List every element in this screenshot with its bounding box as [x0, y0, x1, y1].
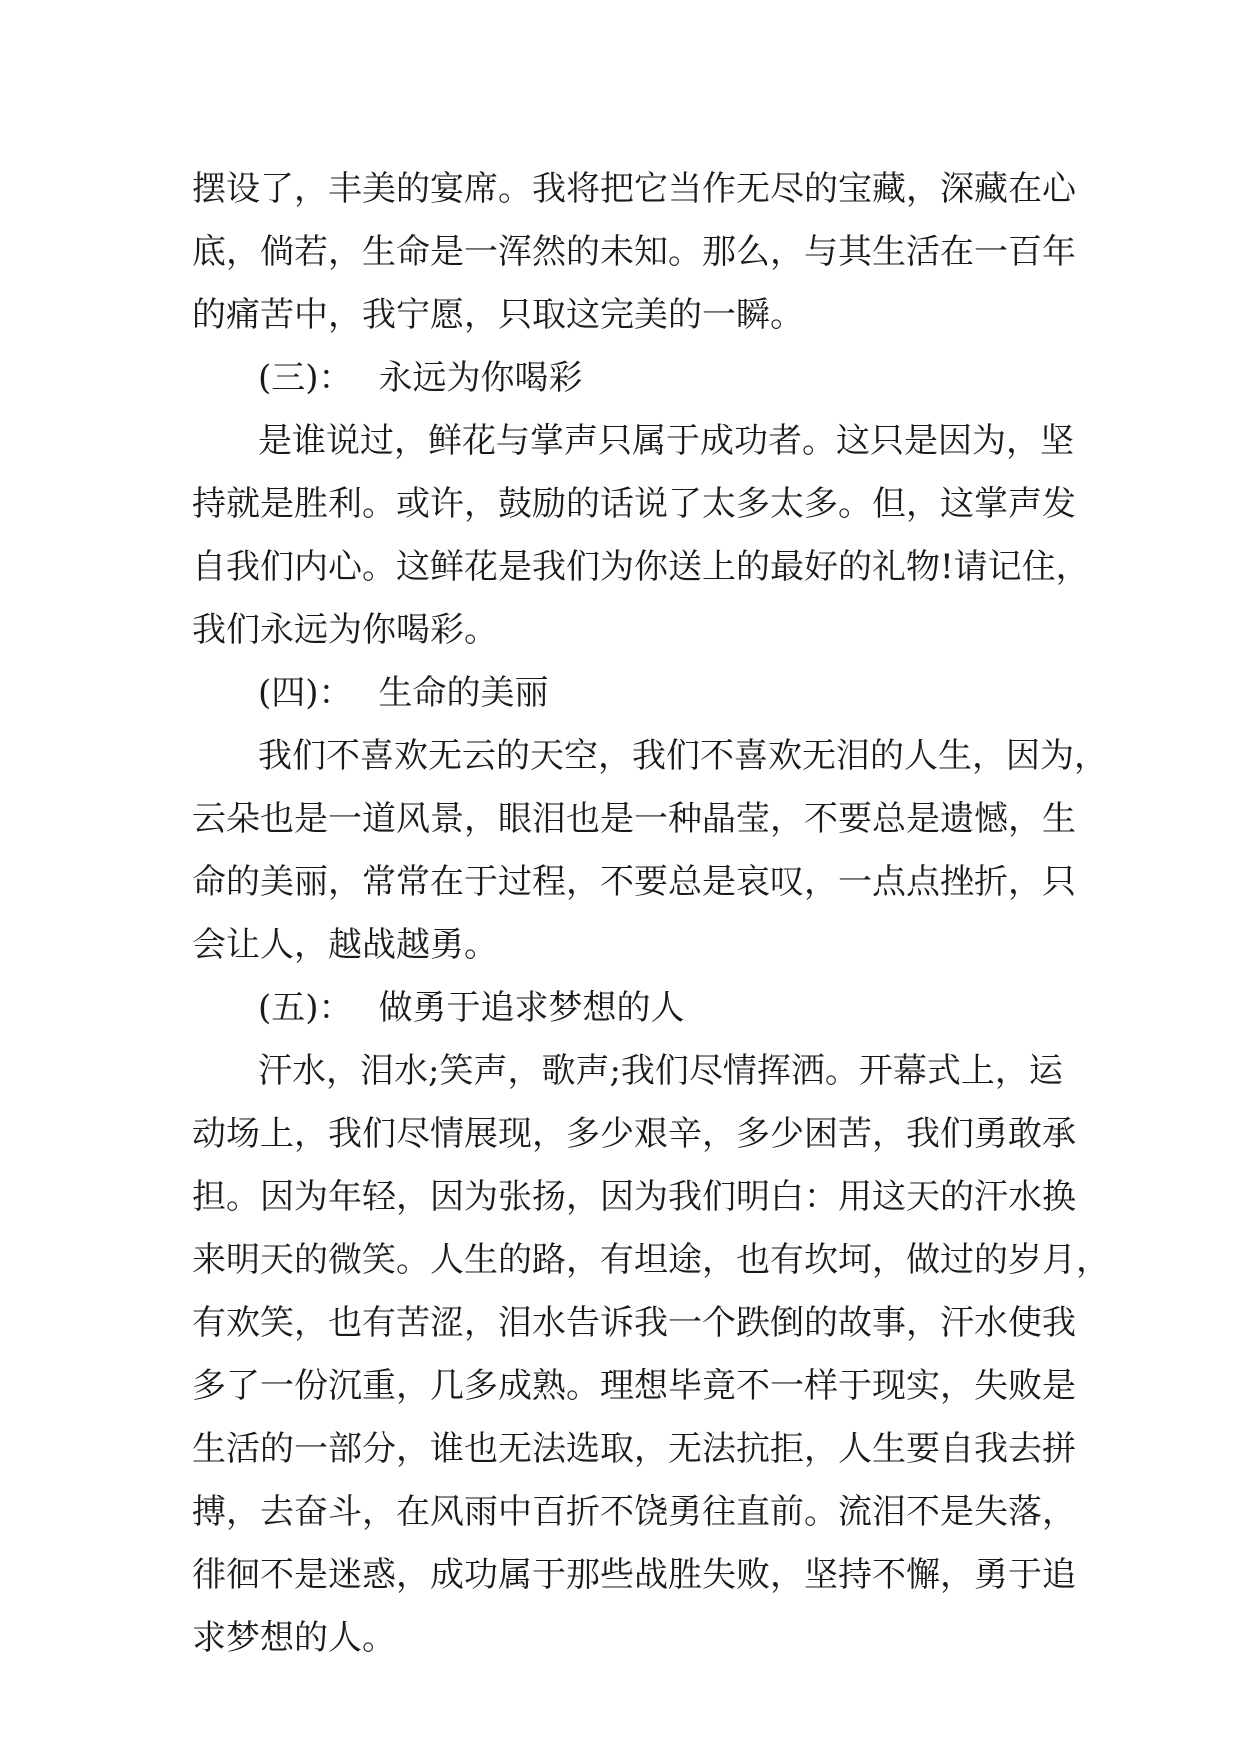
section-heading	[192, 347, 1060, 410]
paragraph	[192, 1040, 1110, 1670]
section-heading	[192, 662, 1060, 725]
text-line: 摆设了，丰美的宴席。我将把它当作无尽的宝藏，深藏在心	[192, 169, 1076, 209]
text-line: 我们不喜欢无云的天空，我们不喜欢无泪的人生，因为，	[258, 736, 1108, 776]
text-line: 会让人，越战越勇。	[192, 925, 498, 965]
text-line: 的痛苦中，我宁愿，只取这完美的一瞬。	[192, 295, 804, 335]
section-title: 永远为你喝彩	[378, 358, 583, 398]
text-line: 来明天的微笑。人生的路，有坦途，也有坎坷，做过的岁月，	[192, 1240, 1110, 1280]
paragraph	[192, 725, 1108, 977]
section-number: (四)：	[258, 673, 353, 713]
paragraph	[192, 410, 1090, 662]
text-line: 多了一份沉重，几多成熟。理想毕竟不一样于现实，失败是	[192, 1366, 1076, 1406]
document-page	[192, 158, 1110, 1670]
text-line: 我们永远为你喝彩。	[192, 610, 498, 650]
text-line: 担。因为年轻，因为张扬，因为我们明白：用这天的汗水换	[192, 1177, 1076, 1217]
text-line: 徘徊不是迷惑，成功属于那些战胜失败，坚持不懈，勇于追	[192, 1555, 1076, 1595]
text-line: 生活的一部分，谁也无法选取，无法抗拒，人生要自我去拼	[192, 1429, 1076, 1469]
section-number: (五)：	[258, 988, 353, 1028]
text-line: 动场上，我们尽情展现，多少艰辛，多少困苦，我们勇敢承	[192, 1114, 1076, 1154]
text-line: 求梦想的人。	[192, 1618, 396, 1658]
section-title: 做勇于追求梦想的人	[378, 988, 685, 1028]
text-line: 汗水，泪水;笑声，歌声;我们尽情挥洒。开幕式上，运	[258, 1051, 1063, 1091]
text-line: 持就是胜利。或许，鼓励的话说了太多太多。但，这掌声发	[192, 484, 1076, 524]
section-heading	[192, 977, 1060, 1040]
text-line: 命的美丽，常常在于过程，不要总是哀叹，一点点挫折，只	[192, 862, 1076, 902]
text-line: 自我们内心。这鲜花是我们为你送上的最好的礼物!请记住，	[192, 547, 1090, 587]
document-body	[192, 158, 1110, 1670]
text-line: 有欢笑，也有苦涩，泪水告诉我一个跌倒的故事，汗水使我	[192, 1303, 1076, 1343]
text-line: 是谁说过，鲜花与掌声只属于成功者。这只是因为，坚	[258, 421, 1074, 461]
text-line: 底，倘若，生命是一浑然的未知。那么，与其生活在一百年	[192, 232, 1076, 272]
section-title: 生命的美丽	[378, 673, 549, 713]
section-number: (三)：	[258, 358, 353, 398]
text-line: 云朵也是一道风景，眼泪也是一种晶莹，不要总是遗憾，生	[192, 799, 1076, 839]
text-line: 搏，去奋斗，在风雨中百折不饶勇往直前。流泪不是失落，	[192, 1492, 1076, 1532]
paragraph	[192, 158, 1076, 347]
